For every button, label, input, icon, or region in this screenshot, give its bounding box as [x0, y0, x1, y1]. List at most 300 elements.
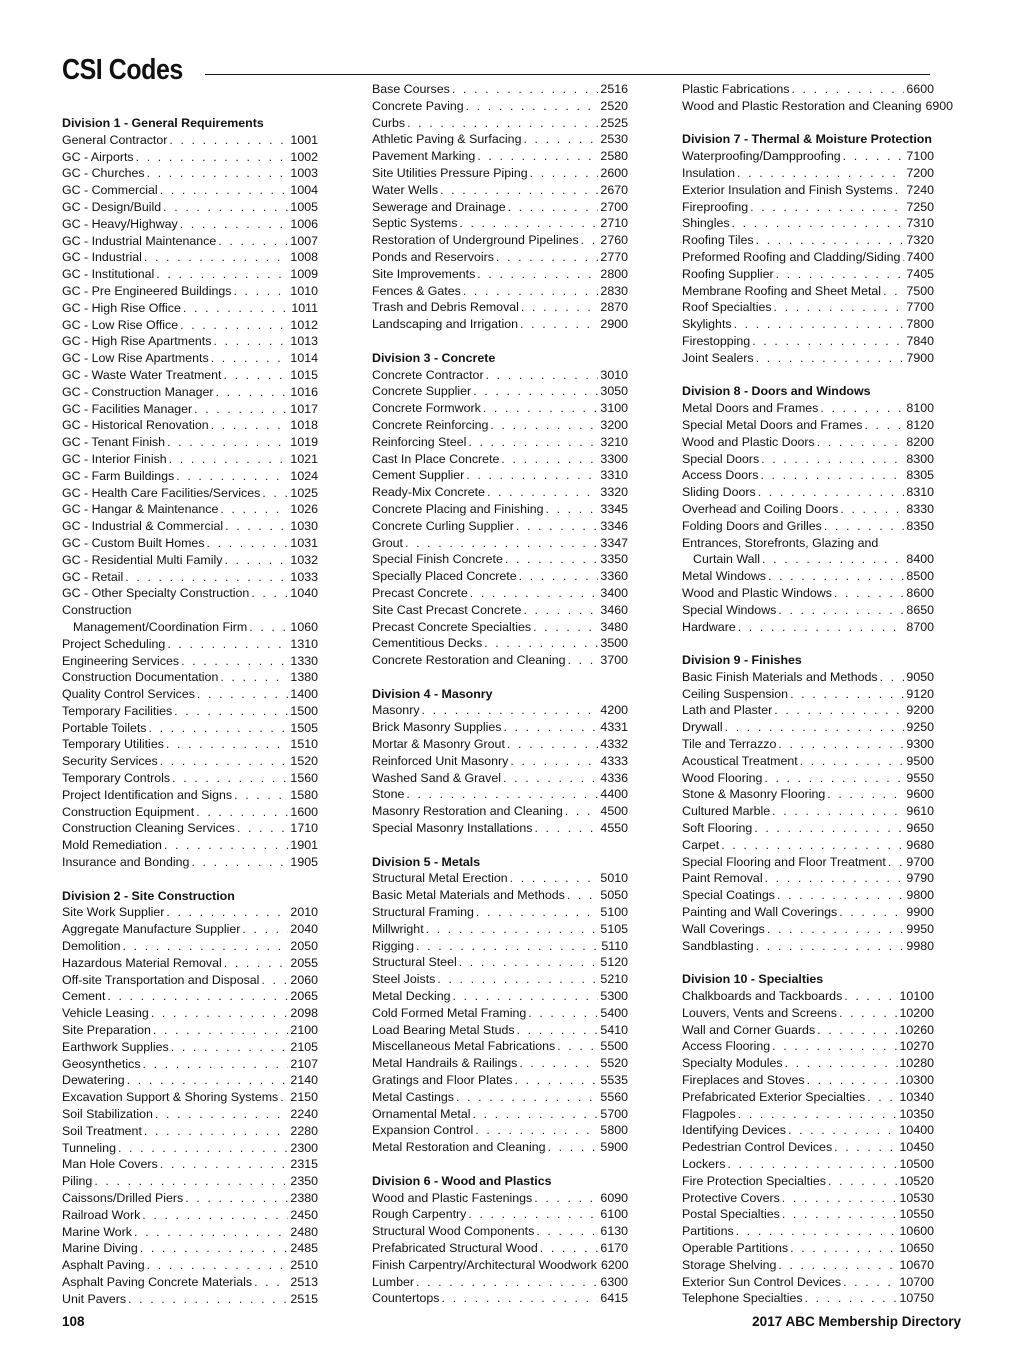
entry-name: GC - Commercial	[62, 183, 158, 198]
code-entry	[372, 971, 628, 988]
code-entry	[62, 1224, 318, 1241]
code-entry	[372, 232, 628, 249]
leader-dots	[136, 149, 289, 166]
code-entry	[62, 1005, 318, 1022]
entry-name: Partitions	[682, 1224, 734, 1239]
entry-code: 5500	[600, 1039, 628, 1054]
leader-dots	[867, 1089, 897, 1106]
entry-code: 2770	[600, 249, 628, 264]
entry-code: 1006	[290, 216, 318, 231]
entry-code: 2515	[290, 1291, 318, 1306]
entry-code: 3100	[600, 401, 628, 416]
leader-dots	[156, 266, 288, 283]
leader-dots	[768, 568, 904, 585]
code-entry	[372, 702, 628, 719]
code-entry	[62, 686, 318, 703]
leader-dots	[234, 787, 288, 804]
leader-dots	[778, 1257, 897, 1274]
code-entry	[372, 1055, 628, 1072]
entry-code: 7200	[906, 165, 934, 180]
entry-name: Asphalt Paving	[62, 1258, 145, 1273]
leader-dots	[194, 401, 288, 418]
code-entry	[62, 1072, 318, 1089]
code-entry	[62, 837, 318, 854]
entry-code: 3300	[600, 451, 628, 466]
entry-name: Ceiling Suspension	[682, 686, 789, 701]
leader-dots	[172, 770, 288, 787]
code-entry	[62, 653, 318, 670]
code-entry	[372, 870, 628, 887]
leader-dots	[280, 1089, 288, 1106]
leader-dots	[519, 1055, 598, 1072]
entry-name: Countertops	[372, 1291, 440, 1306]
code-entry	[682, 938, 934, 955]
entry-code: 10400	[899, 1123, 934, 1138]
code-entry	[62, 904, 318, 921]
entry-name: Cement	[62, 989, 106, 1004]
entry-name: Rigging	[372, 938, 415, 953]
entry-name: Shingles	[682, 216, 730, 231]
entry-code: 2480	[290, 1224, 318, 1239]
entry-code: 1010	[290, 283, 318, 298]
entry-name: Metal Doors and Frames	[682, 401, 819, 416]
entry-name: Operable Partitions	[682, 1240, 789, 1255]
leader-dots	[149, 720, 289, 737]
code-entry	[62, 132, 318, 149]
code-entry	[372, 1257, 628, 1274]
leader-dots	[820, 400, 904, 417]
entry-code: 8100	[906, 401, 934, 416]
code-entry	[62, 199, 318, 216]
entry-name: Reinforcing Steel	[372, 434, 467, 449]
leader-dots	[843, 148, 905, 165]
entry-name: Lumber	[372, 1274, 415, 1289]
leader-dots	[484, 635, 598, 652]
leader-dots	[237, 820, 289, 837]
leader-dots	[220, 669, 288, 686]
leader-dots	[180, 317, 288, 334]
entry-name: Masonry	[372, 703, 420, 718]
entry-name: Metal Castings	[372, 1089, 454, 1104]
leader-dots	[224, 552, 288, 569]
code-entry	[62, 233, 318, 250]
entry-name: GC - Industrial & Commercial	[62, 519, 224, 534]
entry-name: Special Windows	[682, 602, 777, 617]
code-entry	[372, 786, 628, 803]
leader-dots	[262, 485, 288, 502]
entry-code: 1017	[290, 401, 318, 416]
entry-code: 10670	[899, 1257, 934, 1272]
entry-code: 10750	[899, 1291, 934, 1306]
entry-name: Telephone Specialties	[682, 1291, 803, 1306]
leader-dots	[167, 636, 288, 653]
entry-name: Restoration of Underground Pipelines	[372, 233, 579, 248]
code-entry	[62, 787, 318, 804]
entry-name: Ponds and Reservoirs	[372, 249, 494, 264]
entry-name: Excavation Support & Shoring Systems	[62, 1090, 279, 1105]
leader-dots	[828, 1173, 898, 1190]
entry-code: 9680	[906, 837, 934, 852]
leader-dots	[785, 1055, 898, 1072]
code-entry	[682, 686, 934, 703]
code-entry	[682, 232, 934, 249]
entry-name: Fire Protection Specialties	[682, 1173, 826, 1188]
leader-dots	[211, 417, 289, 434]
entry-code: 3360	[600, 569, 628, 584]
code-entry	[62, 552, 318, 569]
entry-name: GC - Hangar & Maintenance	[62, 502, 219, 517]
entry-name: Insulation	[682, 165, 736, 180]
entry-name: Demolition	[62, 939, 121, 954]
code-entry	[682, 165, 934, 182]
entry-name: Concrete Supplier	[372, 384, 472, 399]
entry-name: Tile and Terrazzo	[682, 737, 777, 752]
entry-name: Expansion Control	[372, 1123, 474, 1138]
entry-code: 2516	[600, 82, 628, 96]
division-heading: Division 3 - Concrete	[372, 350, 496, 365]
leader-dots	[176, 468, 288, 485]
entry-code: 6130	[600, 1224, 628, 1239]
entry-name: Special Metal Doors and Frames	[682, 417, 863, 432]
entry-name: Firestopping	[682, 333, 751, 348]
code-entry	[62, 1190, 318, 1207]
leader-dots	[510, 870, 599, 887]
entry-code: 2800	[600, 266, 628, 281]
code-entry	[62, 1291, 318, 1308]
leader-dots	[472, 1106, 598, 1123]
code-entry	[62, 636, 318, 653]
entry-code: 8120	[906, 417, 934, 432]
leader-dots	[143, 1056, 289, 1073]
leader-dots	[791, 81, 904, 98]
code-entry	[682, 770, 934, 787]
entry-name: Acoustical Treatment	[682, 753, 798, 768]
spacer	[62, 871, 318, 888]
entry-code: 9050	[906, 669, 934, 684]
code-entry	[682, 1206, 934, 1223]
leader-dots	[501, 451, 598, 468]
entry-code: 10260	[899, 1022, 934, 1037]
entry-name: Fireplaces and Stoves	[682, 1073, 805, 1088]
code-entry	[682, 1190, 934, 1207]
code-entry	[62, 501, 318, 518]
code-entry	[682, 1106, 934, 1123]
leader-dots	[242, 921, 288, 938]
entry-code: 7840	[906, 333, 934, 348]
entry-name: GC - Historical Renovation	[62, 418, 209, 433]
entry-name: Gratings and Floor Plates	[372, 1073, 513, 1088]
code-entry	[62, 401, 318, 418]
entry-name: Athletic Paving & Surfacing	[372, 132, 522, 147]
entry-name: Identifying Devices	[682, 1123, 786, 1138]
leader-dots	[180, 216, 289, 233]
entry-name: Wall and Corner Guards	[682, 1022, 816, 1037]
entry-code: 1031	[290, 535, 318, 550]
code-entry	[62, 283, 318, 300]
leader-dots	[844, 988, 897, 1005]
division-heading: Division 2 - Site Construction	[62, 888, 235, 903]
entry-name: Basic Metal Materials and Methods	[372, 888, 565, 903]
entry-code: 7100	[906, 149, 934, 164]
leader-dots	[224, 367, 289, 384]
leader-dots	[790, 686, 904, 703]
spacer	[372, 1156, 628, 1173]
entry-name: Asphalt Paving Concrete Materials	[62, 1274, 253, 1289]
entry-name: Vehicle Leasing	[62, 1006, 149, 1021]
entry-name: Curtain Wall	[693, 552, 761, 567]
entry-code: 10340	[899, 1089, 934, 1104]
entry-code: 9980	[906, 938, 934, 953]
code-entry	[682, 182, 934, 199]
code-entry	[682, 1005, 934, 1022]
leader-dots	[185, 1190, 288, 1207]
entry-code: 10100	[899, 989, 934, 1004]
entry-name: Postal Specialties	[682, 1207, 780, 1222]
entry-name: GC - Custom Built Homes	[62, 535, 205, 550]
leader-dots	[782, 1206, 898, 1223]
leader-dots	[565, 803, 599, 820]
leader-dots	[406, 786, 598, 803]
code-entry	[372, 736, 628, 753]
entry-name: Structural Wood Components	[372, 1224, 535, 1239]
code-entry	[682, 1072, 934, 1089]
leader-dots	[153, 1022, 289, 1039]
entry-name: Portable Toilets	[62, 720, 147, 735]
leader-dots	[760, 467, 904, 484]
leader-dots	[732, 215, 905, 232]
code-entry	[372, 585, 628, 602]
entry-code: 3347	[600, 535, 628, 550]
entry-name: GC - Industrial	[62, 250, 142, 265]
entry-name: Cultured Marble	[682, 804, 771, 819]
entry-code: 3010	[600, 367, 628, 382]
leader-dots	[764, 770, 904, 787]
entry-name: Miscellaneous Metal Fabrications	[372, 1039, 556, 1054]
leader-dots	[251, 585, 288, 602]
entry-name: Precast Concrete	[372, 585, 468, 600]
leader-dots	[147, 1257, 289, 1274]
entry-code: 6600	[906, 82, 934, 96]
code-entry	[372, 887, 628, 904]
code-entry	[62, 367, 318, 384]
entry-code: 8350	[906, 518, 934, 533]
code-entry	[62, 333, 318, 350]
leader-dots	[568, 652, 599, 669]
entry-code: 2450	[290, 1207, 318, 1222]
leader-dots	[147, 165, 289, 182]
entry-code: 9300	[906, 737, 934, 752]
entry-code: 4331	[600, 720, 628, 735]
leader-dots	[473, 383, 598, 400]
leader-dots	[738, 619, 905, 636]
leader-dots	[736, 1223, 898, 1240]
leader-dots	[155, 1106, 289, 1123]
leader-dots	[534, 820, 598, 837]
leader-dots	[166, 736, 289, 753]
entry-code: 6100	[600, 1207, 628, 1222]
code-entry	[372, 602, 628, 619]
entry-code: 6900	[925, 98, 954, 113]
code-entry	[372, 652, 628, 669]
entry-name: Pedestrian Control Devices	[682, 1140, 833, 1155]
entry-code: 2060	[290, 972, 318, 987]
entry-code: 5120	[600, 955, 628, 970]
entry-name: Flagpoles	[682, 1106, 736, 1121]
entry-code: 9500	[906, 753, 934, 768]
code-entry	[682, 1290, 934, 1307]
leader-dots	[581, 232, 599, 249]
code-entry	[372, 635, 628, 652]
code-entry	[372, 921, 628, 938]
entry-code: 2350	[290, 1174, 318, 1189]
column-1	[62, 115, 318, 1308]
leader-dots	[123, 938, 289, 955]
entry-name: Marine Work	[62, 1224, 132, 1239]
code-entry	[682, 1240, 934, 1257]
entry-code: 2300	[290, 1140, 318, 1155]
entry-name: GC - Churches	[62, 166, 145, 181]
leader-dots	[128, 1291, 288, 1308]
entry-name: Unit Pavers	[62, 1291, 127, 1306]
code-entry	[62, 350, 318, 367]
leader-dots	[516, 518, 599, 535]
entry-name: Man Hole Covers	[62, 1157, 158, 1172]
code-entry	[682, 501, 934, 518]
entry-name: Hardware	[682, 619, 736, 634]
entry-name: Insurance and Bonding	[62, 855, 190, 870]
entry-code: 4336	[600, 770, 628, 785]
entry-code: 7240	[906, 182, 934, 197]
entry-code: 1021	[290, 451, 318, 466]
leader-dots	[477, 266, 598, 283]
code-entry	[62, 417, 318, 434]
code-entry	[682, 215, 934, 232]
entry-code: 3346	[600, 518, 628, 533]
entry-code: 8310	[906, 485, 934, 500]
entry-name: Load Bearing Metal Studs	[372, 1022, 515, 1037]
entry-code: 1024	[290, 468, 318, 483]
code-entry	[682, 1257, 934, 1274]
leader-dots	[486, 367, 599, 384]
entry-name: Off-site Transportation and Disposal	[62, 972, 260, 987]
entry-code: 7405	[906, 266, 934, 281]
entry-code: 9650	[906, 821, 934, 836]
leader-dots	[505, 551, 599, 568]
entry-name: Cast In Place Concrete	[372, 451, 500, 466]
entry-name: Soil Stabilization	[62, 1107, 153, 1122]
leader-dots	[196, 804, 288, 821]
entry-code: 3700	[600, 653, 628, 668]
entry-name: Sandblasting	[682, 938, 754, 953]
code-entry	[372, 753, 628, 770]
code-entry	[62, 1039, 318, 1056]
leader-dots	[824, 518, 905, 535]
entry-name: Finish Carpentry/Architectural Woodwork	[372, 1257, 597, 1272]
entry-name: Wood and Plastic Windows	[682, 585, 832, 600]
code-entry	[62, 182, 318, 199]
entry-code: 1310	[290, 636, 318, 651]
code-entry	[62, 1257, 318, 1274]
leader-dots	[483, 400, 599, 417]
code-entry	[372, 165, 628, 182]
entry-code: 5300	[600, 989, 628, 1004]
leader-dots	[213, 333, 288, 350]
entry-name: Construction Cleaning Services	[62, 821, 235, 836]
code-entry	[62, 451, 318, 468]
code-entry	[62, 1106, 318, 1123]
entry-code: 5110	[601, 938, 628, 953]
code-entry	[372, 148, 628, 165]
entry-code: 1019	[290, 435, 318, 450]
entry-code: 2700	[600, 199, 628, 214]
leader-dots	[778, 602, 904, 619]
code-entry	[62, 820, 318, 837]
code-entry	[682, 1022, 934, 1039]
code-entry	[62, 535, 318, 552]
leader-dots	[528, 1005, 598, 1022]
entry-code: 10600	[899, 1224, 934, 1239]
division-heading: Division 8 - Doors and Windows	[682, 384, 871, 399]
code-entry	[682, 333, 934, 350]
leader-dots	[470, 585, 599, 602]
code-entry	[62, 317, 318, 334]
entry-code: 9120	[906, 686, 934, 701]
entry-code: 6170	[600, 1240, 628, 1255]
entry-code: 1060	[290, 619, 318, 634]
leader-dots	[233, 283, 288, 300]
code-entry	[682, 299, 934, 316]
entry-code: 5100	[600, 905, 628, 920]
leader-dots	[817, 434, 905, 451]
entry-code: 1500	[290, 703, 318, 718]
leader-dots	[463, 283, 599, 300]
code-entry	[372, 249, 628, 266]
entry-name: Concrete Contractor	[372, 367, 484, 382]
entry-code: 2098	[290, 1006, 318, 1021]
entry-code: 1003	[290, 166, 318, 181]
leader-dots	[782, 1190, 898, 1207]
entry-code: 2580	[600, 149, 628, 164]
entry-name: Mold Remediation	[62, 838, 162, 853]
code-entry	[372, 1206, 628, 1223]
code-entry	[682, 266, 934, 283]
leader-dots	[144, 249, 289, 266]
leader-dots	[758, 484, 905, 501]
leader-dots	[777, 887, 904, 904]
leader-dots	[727, 1156, 897, 1173]
leader-dots	[490, 417, 598, 434]
entry-code: 5010	[600, 871, 628, 886]
leader-dots	[548, 1139, 599, 1156]
entry-code: 7320	[906, 233, 934, 248]
leader-dots	[459, 954, 599, 971]
entry-code: 8500	[906, 569, 934, 584]
leader-dots	[750, 199, 904, 216]
code-entry	[62, 938, 318, 955]
entry-name: GC - High Rise Office	[62, 300, 181, 315]
entry-code: 1710	[290, 821, 318, 836]
entry-name: Basic Finish Materials and Methods	[682, 669, 878, 684]
leader-dots	[211, 350, 289, 367]
code-entry	[682, 148, 934, 165]
entry-code: 2520	[600, 98, 628, 113]
entry-code: 2100	[290, 1023, 318, 1038]
leader-dots	[834, 1139, 897, 1156]
entry-name: Fireproofing	[682, 199, 749, 214]
entry-code: 5520	[600, 1056, 628, 1071]
code-entry	[62, 1056, 318, 1073]
leader-dots	[557, 1038, 598, 1055]
